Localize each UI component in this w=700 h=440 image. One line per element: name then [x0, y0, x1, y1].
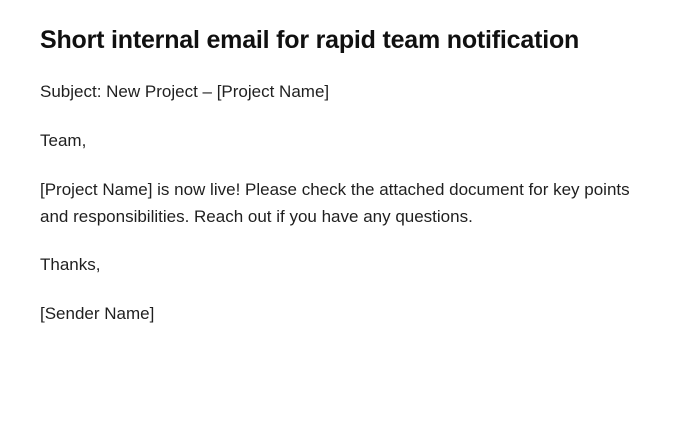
email-body: [Project Name] is now live! Please check the attached document for key points and responsibilities. Reach out if you have any questions. — [40, 180, 630, 226]
page-title: Short internal email for rapid team notification — [40, 26, 580, 54]
email-sender-name: [Sender Name] — [40, 304, 155, 324]
email-greeting: Team, — [40, 130, 87, 150]
email-signoff: Thanks, — [40, 254, 101, 274]
email-subject-line: Subject: New Project – [Project Name] — [40, 81, 330, 101]
